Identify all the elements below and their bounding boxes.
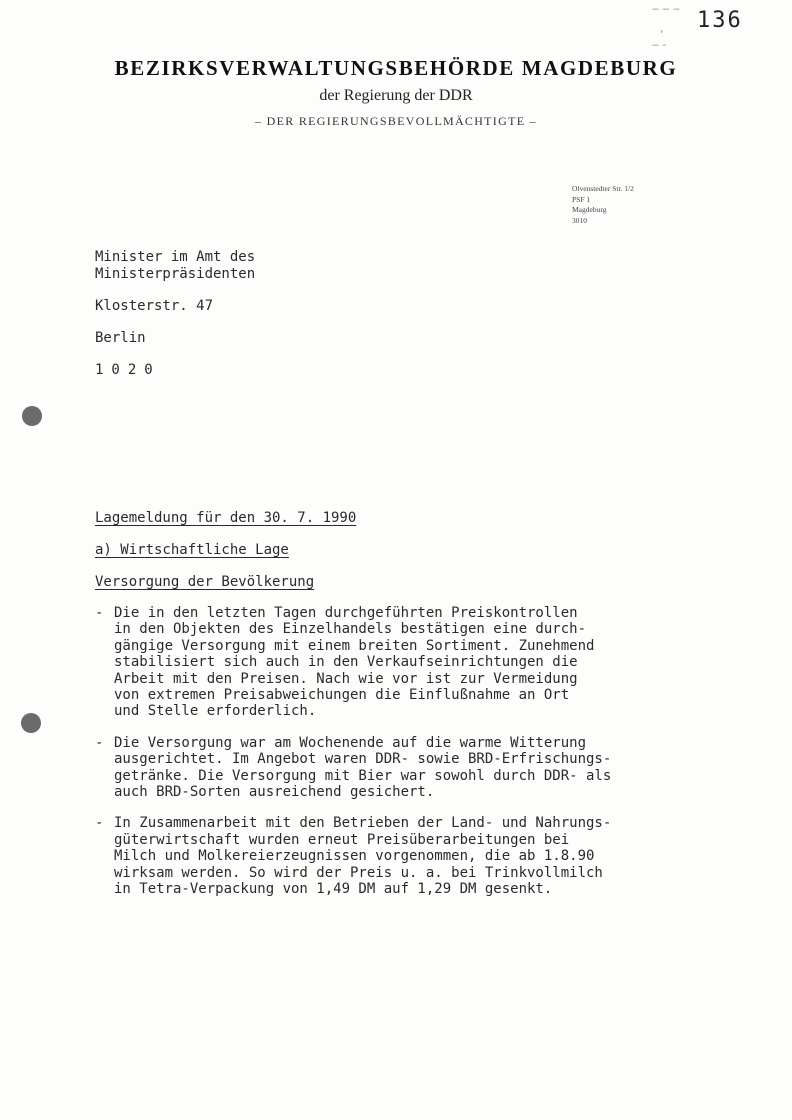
item-line: auch BRD-Sorten ausreichend gesichert. xyxy=(114,784,435,801)
list-item xyxy=(95,605,705,720)
recipient-street: Klosterstr. 47 xyxy=(95,298,214,314)
sender-city: Magdeburg xyxy=(572,205,607,214)
recipient-city: Berlin xyxy=(95,330,146,346)
report-items xyxy=(95,605,705,898)
item-line: In Zusammenarbeit mit den Betrieben der Land- und Nahrungs- xyxy=(114,815,612,832)
sender-psf: PSF 1 xyxy=(572,194,591,204)
letterhead xyxy=(0,56,792,129)
punch-hole xyxy=(21,713,41,733)
item-line: und Stelle erforderlich. xyxy=(114,703,317,720)
item-line: gängige Versorgung mit einem breiten Sortiment. Zunehmend xyxy=(114,637,595,654)
item-line: güterwirtschaft wurden erneut Preisüberarbeitungen bei xyxy=(114,831,570,848)
report-body xyxy=(95,509,705,913)
item-line: stabilisiert sich auch in den Verkaufseinrichtungen die xyxy=(114,654,578,671)
item-line: getränke. Die Versorgung mit Bier war sowohl durch DDR- als xyxy=(114,767,612,784)
stamp-mark: ‒ ‒ ‒ xyxy=(652,2,680,15)
sender-street: Olvenstedter Str. 1/2 xyxy=(572,184,634,193)
sender-address xyxy=(572,184,634,226)
report-title: Lagemeldung für den 30. 7. 1990 xyxy=(95,510,357,526)
item-line: von extremen Preisabweichungen die Einflußnahme an Ort xyxy=(114,687,570,704)
item-line: in den Objekten des Einzelhandels bestätigen eine durch- xyxy=(114,621,587,638)
list-item xyxy=(95,815,705,897)
punch-hole xyxy=(22,406,42,426)
dash-bullet: - xyxy=(95,605,104,621)
recipient-address xyxy=(95,249,255,379)
dash-bullet: - xyxy=(95,734,104,751)
sender-postcode: 3010 xyxy=(572,215,587,225)
list-item xyxy=(95,735,705,801)
item-line: in Tetra-Verpackung von 1,49 DM auf 1,29 DM gesenkt. xyxy=(114,881,553,898)
item-line: Arbeit mit den Preisen. Nach wie vor ist zur Vermeidung xyxy=(114,670,578,687)
recipient-postcode: 1020 xyxy=(95,362,161,378)
letterhead-subtitle: der Regierung der DDR xyxy=(319,87,473,104)
item-line: Die Versorgung war am Wochenende auf die warme Witterung xyxy=(114,734,587,751)
item-line: Milch und Molkereierzeugnissen vorgenommen, die ab 1.8.90 xyxy=(114,848,595,865)
stamp-mark: ‒ ‐ xyxy=(652,38,667,51)
letterhead-title: BEZIRKSVERWALTUNGSBEHÖRDE MAGDEBURG xyxy=(114,56,678,80)
stamp-mark: , xyxy=(660,22,664,35)
subsection-heading: Versorgung der Bevölkerung xyxy=(95,574,315,590)
item-line: wirksam werden. So wird der Preis u. a. bei Trinkvollmilch xyxy=(114,864,603,881)
section-heading: a) Wirtschaftliche Lage xyxy=(95,542,289,558)
item-line: Die in den letzten Tagen durchgeführten Preiskontrollen xyxy=(114,605,578,621)
item-line: ausgerichtet. Im Angebot waren DDR- sowie BRD-Erfrischungs- xyxy=(114,751,612,768)
dash-bullet: - xyxy=(95,815,104,832)
letterhead-office: – DER REGIERUNGSBEVOLLMÄCHTIGTE – xyxy=(255,114,537,128)
recipient-line1: Minister im Amt des xyxy=(95,249,256,265)
page-number: 136 xyxy=(697,8,743,33)
recipient-line2: Ministerpräsidenten xyxy=(95,266,256,282)
